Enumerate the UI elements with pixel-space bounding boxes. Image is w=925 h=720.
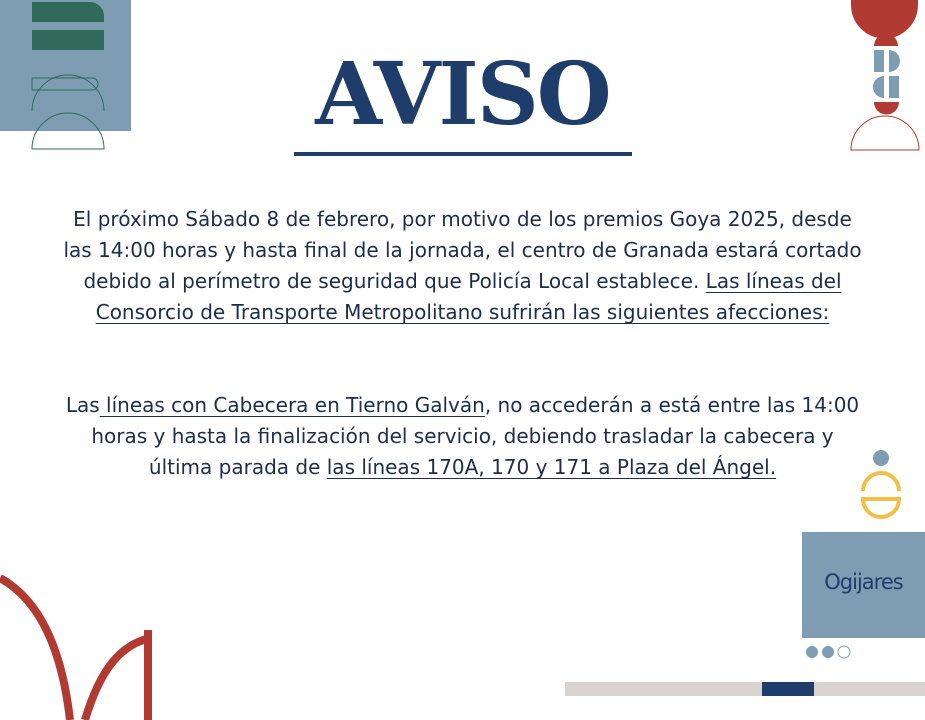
red-arch-right <box>85 638 150 720</box>
right-middle-decoration <box>858 445 908 530</box>
steel-dot <box>873 450 889 466</box>
green-half-shape-top <box>32 2 104 22</box>
page-title: AVISO <box>315 44 610 145</box>
paragraph-2-middle: , no accederán a está entre las 14:00 horas y hasta la finalización del servicio, debiendo trasladar la cabecera y última parada de <box>91 393 860 479</box>
title-underline <box>294 152 632 156</box>
dot-3 <box>838 646 850 658</box>
notice-paragraph-1 <box>60 204 865 328</box>
yellow-arc <box>863 473 899 491</box>
paragraph-2-underlined-2: las líneas 170A, 170 y 171 a Plaza del Ángel. <box>326 455 777 479</box>
paragraph-1-text: El próximo Sábado 8 de febrero, por motivo de los premios Goya 2025, desde las 14:00 horas y hasta final de la jornada, el centro de Granada estará cortado debido al perímetro de seguridad que Policía Local establece. <box>63 207 862 293</box>
paragraph-2-underlined-1: líneas con Cabecera en Tierno Galván <box>99 393 485 417</box>
paragraph-2-intro: Las <box>65 393 100 417</box>
bottom-bar <box>565 682 925 696</box>
ogijares-logo: Ogijares <box>824 570 903 594</box>
dot-1 <box>806 646 818 658</box>
green-bar <box>32 30 104 50</box>
pager-dots <box>804 644 854 662</box>
bottom-bar-accent <box>762 682 814 696</box>
bottom-left-decoration <box>0 570 160 720</box>
dot-2 <box>822 646 834 658</box>
red-bar-right <box>144 630 152 720</box>
yellow-bowl <box>863 499 899 517</box>
logo-box <box>802 532 925 638</box>
paragraph-1-underlined: Las líneas del Consorcio de Transporte Metropolitano sufrirán las siguientes afecciones: <box>95 269 842 324</box>
notice-paragraph-2 <box>60 390 865 483</box>
red-bowl-shape <box>851 0 918 38</box>
red-arch-left <box>0 578 70 720</box>
